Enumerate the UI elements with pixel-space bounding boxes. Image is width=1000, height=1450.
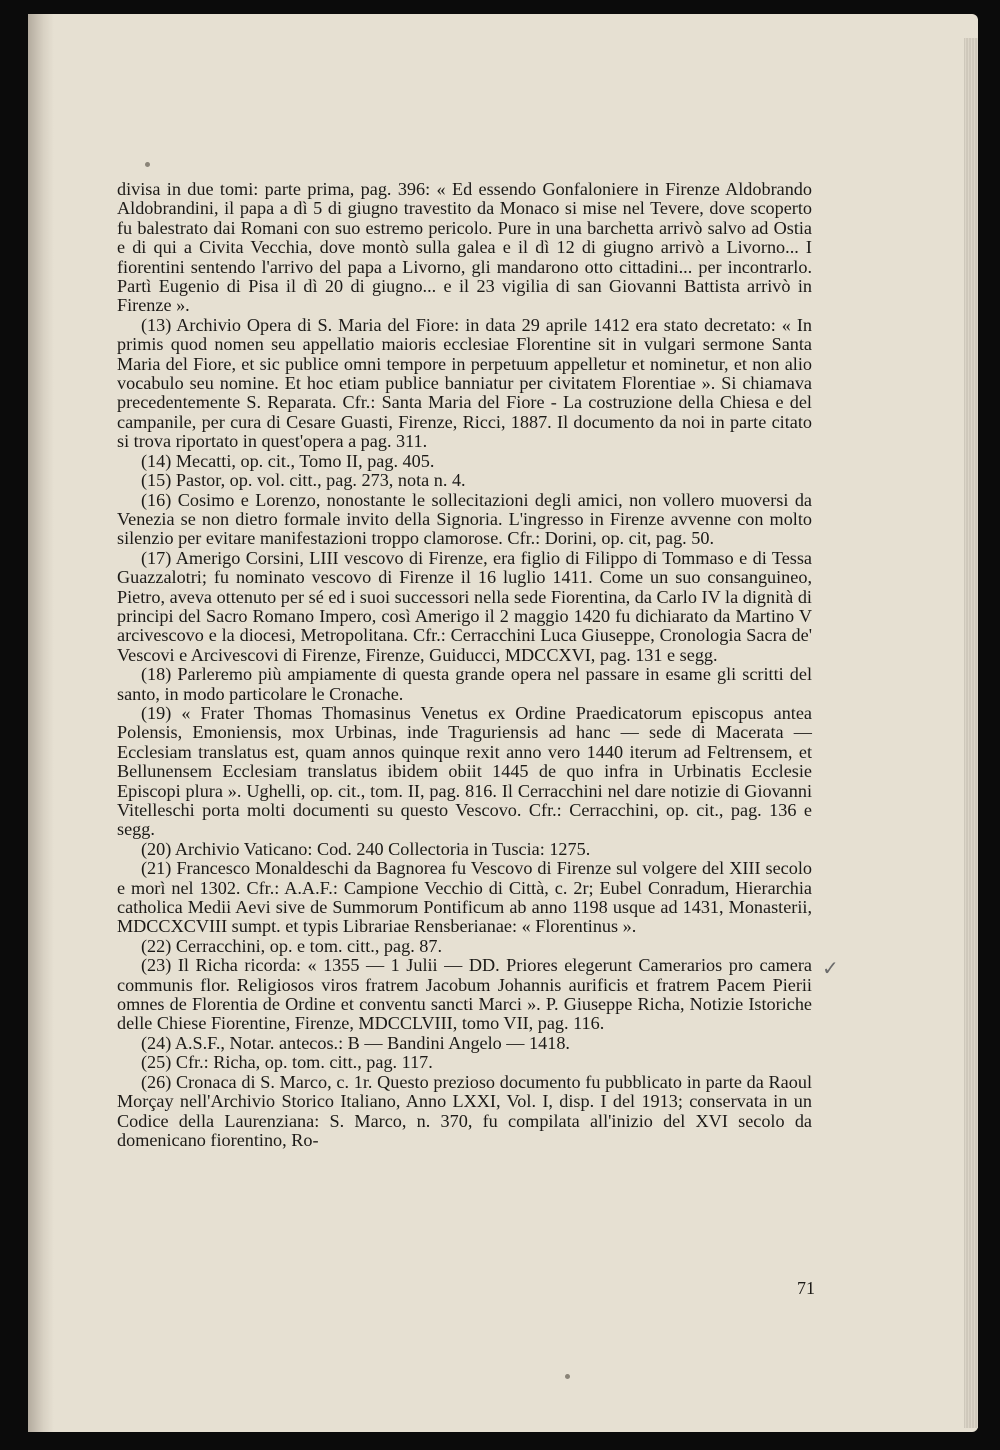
footnote-21: (21) Francesco Monaldeschi da Bagnorea fu Vescovo di Firenze sul volgere del XIII secolo e morì nel 1302. Cfr.: A.A.F.: Campione Vecchio di Città, c. 2r; Eubel Conradum, Hierarchia catholica Medii Aevi sive de Summorum Pontificum ab anno 1198 usque ad 1431, Monasterii, MDCCXCVIII sumpt. et typis Librariae Rensberianae: « Florentinus ». xyxy=(117,858,812,937)
footnote-18: (18) Parleremo più ampiamente di questa grande opera nel passare in esame gli scritti del santo, in modo particolare le Cronache. xyxy=(117,664,812,704)
footnote-25: (25) Cfr.: Richa, op. tom. citt., pag. 117. xyxy=(141,1052,433,1073)
footnote-15: (15) Pastor, op. vol. citt., pag. 273, nota n. 4. xyxy=(141,470,466,491)
margin-check-mark: ✓ xyxy=(822,956,839,980)
footnote-24: (24) A.S.F., Notar. antecos.: B — Bandini Angelo — 1418. xyxy=(141,1032,570,1053)
page-gutter xyxy=(28,14,54,1432)
ink-dot xyxy=(565,1374,570,1379)
footnote-13: (13) Archivio Opera di S. Maria del Fiore: in data 29 aprile 1412 era stato decretato: « In primis quod nomen seu appellatio maioris ecclesiae Florentine sit in vulgari sermone Santa Maria del Fiore, et sic publice omni tempore in perpetuum appelletur et nominetur, et non alio vocabulo seu nomine. Et hoc etiam publice banniatur per civitatem Florentiae ». Si chiamava precedentemente S. Reparata. Cfr.: Santa Maria del Fiore - La costruzione della Chiesa e del campanile, per cura di Cesare Guasti, Firenze, Ricci, 1887. Il documento da noi in parte citato si trova riportato in quest'opera a pag. 311. xyxy=(117,314,812,452)
page-number: 71 xyxy=(797,1278,815,1298)
footnote-23: (23) Il Richa ricorda: « 1355 — 1 Julii — DD. Priores elegerunt Camerarios pro camera communis flor. Religiosos viros fratrem Jacobum Johannis aurificis et fratrem Pacem Pierii omnes de Florentia de Ordine et conventu sancti Marci ». P. Giuseppe Richa, Notizie Istoriche delle Chiese Fiorentine, Firenze, MDCCLVIII, tomo VII, pag. 116. xyxy=(117,955,812,1034)
page-edges xyxy=(964,38,978,1428)
footnote-14: (14) Mecatti, op. cit., Tomo II, pag. 405. xyxy=(141,450,435,471)
body-text xyxy=(117,180,812,1150)
footnote-17: (17) Amerigo Corsini, LIII vescovo di Firenze, era figlio di Filippo di Tommaso e di Tessa Guazzalotri; fu nominato vescovo di Firenze il 16 luglio 1411. Come un suo consanguineo, Pietro, aveva ottenuto per sé ed i suoi successori nella sede Fiorentina, da Carlo IV la dignità di principi del Sacro Romano Impero, così Amerigo il 2 maggio 1420 fu dichiarato da Martino V arcivescovo e la diocesi, Metropolitana. Cfr.: Cerracchini Luca Giuseppe, Cronologia Sacra de' Vescovi e Arcivescovi di Firenze, Firenze, Guiducci, MDCCXVI, pag. 131 e segg. xyxy=(117,547,812,665)
footnote-19: (19) « Frater Thomas Thomasinus Venetus ex Ordine Praedicatorum episcopus antea Polensis, Emoniensis, mox Urbinas, inde Traguriensis ad hanc — sede di Macerata — Ecclesiam translatus est, quam annos quinque rexit anno vero 1440 iterum ad Feltrensem, et Bellunensem Ecclesiam translatus ibidem obiit 1445 de quo infra in Urbinatis Ecclesie Episcopi plura ». Ughelli, op. cit., tom. II, pag. 816. Il Cerracchini nel dare notizie di Giovanni Vitelleschi porta molti documenti su questo Vescovo. Cfr.: Cerracchini, op. cit., pag. 136 e segg. xyxy=(117,702,812,840)
ink-dot xyxy=(145,162,150,167)
footnote-26: (26) Cronaca di S. Marco, c. 1r. Questo prezioso documento fu pubblicato in parte da Raoul Morçay nell'Archivio Storico Italiano, Anno LXXI, Vol. I, disp. I del 1913; conservata in un Codice della Laurenziana: S. Marco, n. 370, fu compilata all'inizio del XVI secolo da domenicano fiorentino, Ro- xyxy=(117,1071,812,1150)
footnote-22: (22) Cerracchini, op. e tom. citt., pag. 87. xyxy=(141,935,443,956)
footnote-16: (16) Cosimo e Lorenzo, nonostante le sollecitazioni degli amici, non vollero muoversi da Venezia se non dietro formale invito della Signoria. L'ingresso in Firenze avvenne con molto silenzio per evitare manifestazioni troppo clamorose. Cfr.: Dorini, op. cit, pag. 50. xyxy=(117,489,812,549)
paragraph-continuation: divisa in due tomi: parte prima, pag. 396: « Ed essendo Gonfaloniere in Firenze Aldobrando Aldobrandini, il papa a dì 5 di giugno travestito da Monaco si mise nel Tevere, dove scoperto fu balestrato dai Romani con suo estremo pericolo. Pure in una barchetta arrivò salvo ad Ostia e di qui a Civita Vecchia, dove montò sulla galea e il dì 12 di giugno arrivò a Livorno... I fiorentini sentendo l'arrivo del papa a Livorno, gli mandarono otto cittadini... per incontrarlo. Partì Eugenio di Pisa il dì 20 di giugno... e il 23 vigilia di san Giovanni Battista arrivò in Firenze ». xyxy=(117,179,812,316)
footnote-20: (20) Archivio Vaticano: Cod. 240 Collectoria in Tuscia: 1275. xyxy=(141,838,591,859)
